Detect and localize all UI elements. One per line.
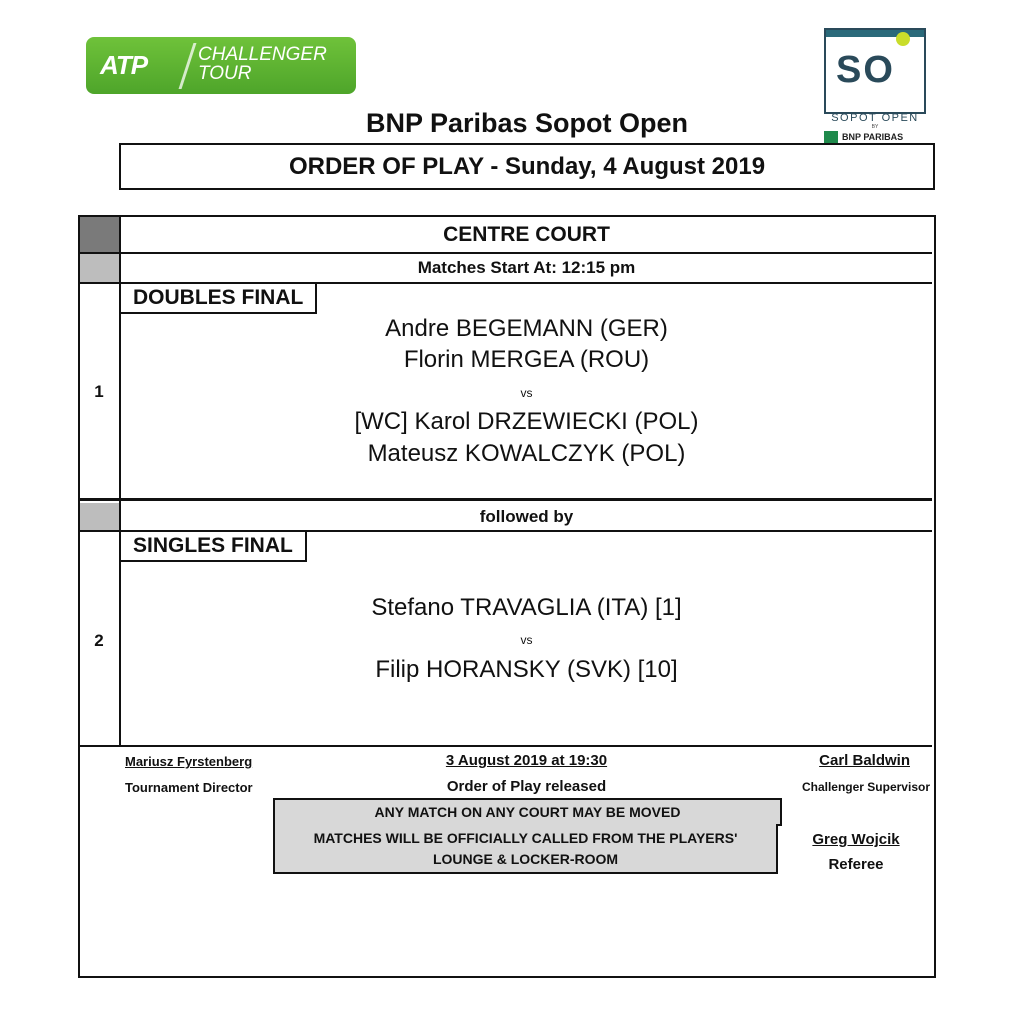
court-name: CENTRE COURT — [443, 223, 610, 246]
match-type-label: SINGLES FINAL — [121, 532, 307, 562]
row-divider — [80, 745, 932, 747]
player-name: Andre BEGEMANN (GER) — [385, 315, 668, 342]
match-type-label: DOUBLES FINAL — [121, 284, 317, 314]
row-divider — [80, 498, 932, 501]
bnp-paribas-text: BNP PARIBAS — [842, 132, 904, 142]
atp-challenger-tour-logo — [86, 37, 356, 94]
referee-name: Greg Wojcik — [812, 831, 900, 848]
court-header-marker — [80, 217, 121, 252]
notice-players-lounge — [273, 824, 778, 874]
tournament-title: BNP Paribas Sopot Open — [365, 108, 689, 138]
versus-label: vs — [520, 386, 533, 400]
atp-logo-tour-text — [198, 45, 327, 83]
release-label: Order of Play released — [446, 778, 607, 795]
player-name: Filip HORANSKY (SVK) [10] — [375, 656, 678, 683]
sopot-logo-mark: SO — [836, 49, 895, 91]
sopot-logo-name: SOPOT OPEN — [831, 112, 919, 124]
tournament-director-name: Mariusz Fyrstenberg — [125, 754, 253, 769]
start-time: Matches Start At: 12:15 pm — [417, 258, 636, 277]
notice-match-moved: ANY MATCH ON ANY COURT MAY BE MOVED — [273, 798, 782, 826]
player-name: [WC] Karol DRZEWIECKI (POL) — [354, 408, 699, 435]
player-name: Florin MERGEA (ROU) — [403, 346, 650, 373]
player-name: Mateusz KOWALCZYK (POL) — [367, 440, 686, 467]
sopot-open-logo — [824, 28, 926, 114]
tournament-director-role: Tournament Director — [125, 780, 253, 795]
notice-players-lounge-line2: LOUNGE & LOCKER-ROOM — [432, 851, 619, 867]
referee-role: Referee — [828, 856, 884, 873]
supervisor-name: Carl Baldwin — [819, 752, 910, 769]
atp-logo-tour-line2: TOUR — [198, 63, 252, 84]
followed-by-label: followed by — [479, 507, 574, 526]
sopot-logo-by: BY — [871, 124, 879, 130]
atp-logo-divider — [179, 43, 197, 89]
notice-players-lounge-line1: MATCHES WILL BE OFFICIALLY CALLED FROM THE PLAYERS' — [313, 830, 738, 846]
followed-by-marker — [80, 503, 121, 531]
match-number: 2 — [94, 631, 104, 650]
atp-logo-tour-line1: CHALLENGER — [198, 44, 327, 65]
release-datetime: 3 August 2019 at 19:30 — [445, 752, 608, 769]
atp-logo-mark: ATP — [100, 50, 148, 80]
tennis-ball-icon — [896, 32, 910, 46]
match-number: 1 — [94, 382, 104, 401]
versus-label: vs — [520, 633, 533, 647]
start-time-marker — [80, 254, 121, 282]
supervisor-role: Challenger Supervisor — [801, 780, 930, 794]
player-name: Stefano TRAVAGLIA (ITA) [1] — [371, 594, 682, 621]
order-of-play-heading: ORDER OF PLAY - Sunday, 4 August 2019 — [119, 143, 935, 190]
